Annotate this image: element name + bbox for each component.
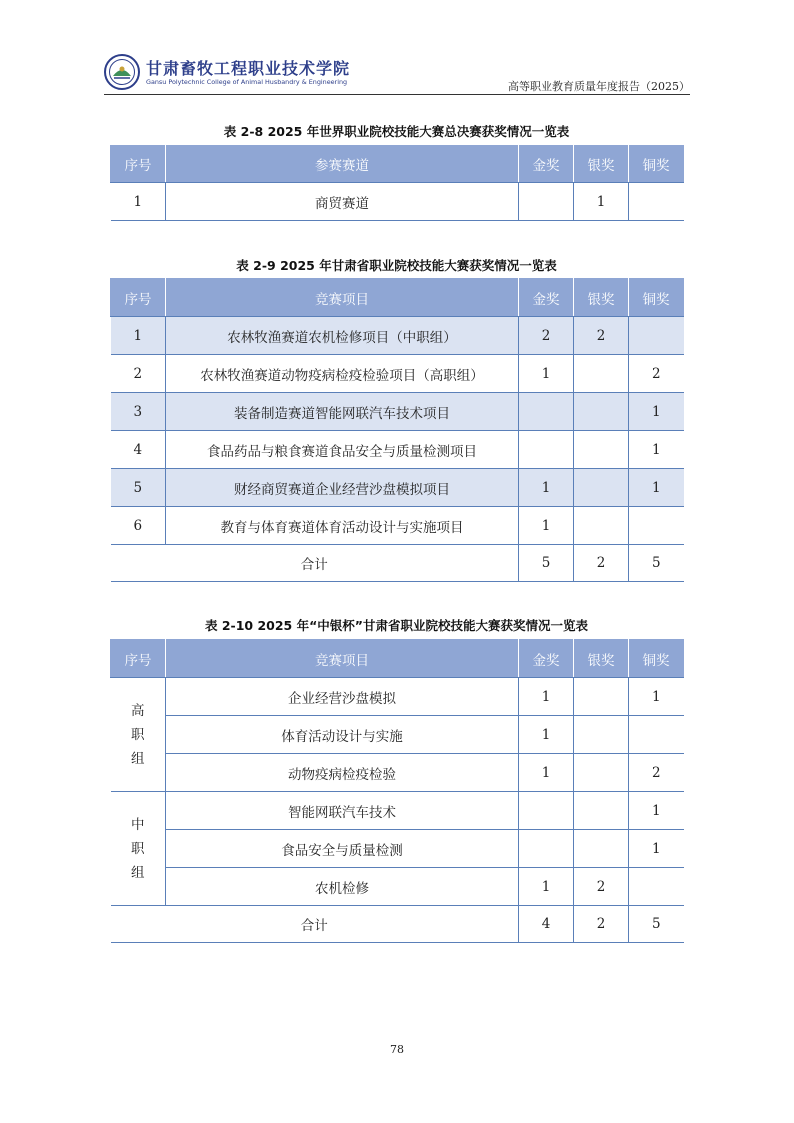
table-row xyxy=(111,469,684,507)
table-cell xyxy=(519,393,574,431)
table-cell: 2 xyxy=(519,317,574,355)
table-cell: 1 xyxy=(519,754,574,792)
header-cell: 金奖 xyxy=(519,640,574,678)
total-cell: 5 xyxy=(629,906,684,943)
header-cell: 铜奖 xyxy=(629,146,684,183)
table-cell xyxy=(629,317,684,355)
table-cell: 1 xyxy=(629,830,684,868)
table-cell: 财经商贸赛道企业经营沙盘模拟项目 xyxy=(166,469,519,507)
header-cell: 参赛赛道 xyxy=(166,146,519,183)
table-cell: 1 xyxy=(111,317,166,355)
table-cell xyxy=(519,183,574,221)
table-cell: 食品安全与质量检测 xyxy=(166,830,519,868)
table-2-9-caption: 表 2-9 2025 年甘肃省职业院校技能大赛获奖情况一览表 xyxy=(236,258,557,273)
school-seal-icon xyxy=(104,54,140,90)
table-cell: 动物疫病检疫检验 xyxy=(166,754,519,792)
header-cell: 铜奖 xyxy=(629,279,684,317)
total-label: 合计 xyxy=(111,906,519,943)
table-row xyxy=(111,393,684,431)
header-cell: 金奖 xyxy=(519,146,574,183)
table-cell: 6 xyxy=(111,507,166,545)
header-divider xyxy=(104,94,690,95)
table-row xyxy=(111,431,684,469)
table-cell: 1 xyxy=(519,678,574,716)
header-cell: 序号 xyxy=(111,640,166,678)
table-cell xyxy=(574,678,629,716)
table-cell xyxy=(574,431,629,469)
table-2-9 xyxy=(110,278,684,582)
table-row xyxy=(111,716,684,754)
header-cell: 序号 xyxy=(111,279,166,317)
table-row xyxy=(111,830,684,868)
table-cell: 1 xyxy=(629,678,684,716)
total-cell: 2 xyxy=(574,906,629,943)
total-cell: 2 xyxy=(574,545,629,582)
page-number: 78 xyxy=(390,1043,404,1056)
table-cell: 1 xyxy=(519,469,574,507)
table-cell xyxy=(629,183,684,221)
total-row xyxy=(111,906,684,943)
table-cell xyxy=(519,792,574,830)
header-cell: 银奖 xyxy=(574,279,629,317)
table-cell xyxy=(574,469,629,507)
table-cell: 1 xyxy=(629,792,684,830)
table-cell: 商贸赛道 xyxy=(166,183,519,221)
table-cell: 1 xyxy=(629,469,684,507)
table-row xyxy=(111,754,684,792)
table-row xyxy=(111,868,684,906)
total-label: 合计 xyxy=(111,545,519,582)
table-cell: 1 xyxy=(629,393,684,431)
table-cell: 1 xyxy=(574,183,629,221)
total-row xyxy=(111,545,684,582)
table-cell xyxy=(629,868,684,906)
header-cell: 竞赛项目 xyxy=(166,279,519,317)
table-cell: 2 xyxy=(629,355,684,393)
group-label-higher-vocational: 高 职 组 xyxy=(111,678,166,792)
page-header xyxy=(104,52,690,96)
header-cell: 铜奖 xyxy=(629,640,684,678)
table-2-8-caption: 表 2-8 2025 年世界职业院校技能大赛总决赛获奖情况一览表 xyxy=(223,124,570,139)
school-name-en: Gansu Polytechnic College of Animal Husbandry & Engineering xyxy=(146,78,348,86)
table-cell: 1 xyxy=(519,868,574,906)
table-cell: 企业经营沙盘模拟 xyxy=(166,678,519,716)
table-row xyxy=(111,355,684,393)
table-cell: 农林牧渔赛道农机检修项目（中职组） xyxy=(166,317,519,355)
total-cell: 4 xyxy=(519,906,574,943)
table-cell: 2 xyxy=(574,868,629,906)
table-cell xyxy=(574,830,629,868)
table-cell: 4 xyxy=(111,431,166,469)
table-cell: 农林牧渔赛道动物疫病检疫检验项目（高职组） xyxy=(166,355,519,393)
table-cell xyxy=(519,830,574,868)
total-cell: 5 xyxy=(629,545,684,582)
table-cell: 3 xyxy=(111,393,166,431)
table-row xyxy=(111,317,684,355)
table-cell: 1 xyxy=(629,431,684,469)
table-row xyxy=(111,678,684,716)
table-cell: 2 xyxy=(574,317,629,355)
header-cell: 金奖 xyxy=(519,279,574,317)
header-cell: 银奖 xyxy=(574,146,629,183)
header-cell: 序号 xyxy=(111,146,166,183)
table-cell xyxy=(574,393,629,431)
table-cell: 装备制造赛道智能网联汽车技术项目 xyxy=(166,393,519,431)
table-row xyxy=(111,183,684,221)
table-cell: 智能网联汽车技术 xyxy=(166,792,519,830)
table-cell xyxy=(574,716,629,754)
school-name-cn: 甘肃畜牧工程职业技术学院 xyxy=(146,59,351,78)
table-cell xyxy=(574,754,629,792)
report-title: 高等职业教育质量年度报告（2025） xyxy=(508,80,690,93)
table-cell: 1 xyxy=(111,183,166,221)
table-cell: 2 xyxy=(111,355,166,393)
table-cell: 农机检修 xyxy=(166,868,519,906)
table-2-10-caption: 表 2-10 2025 年“中银杯”甘肃省职业院校技能大赛获奖情况一览表 xyxy=(204,618,589,633)
table-cell: 5 xyxy=(111,469,166,507)
table-cell xyxy=(519,431,574,469)
table-cell xyxy=(574,792,629,830)
table-row xyxy=(111,507,684,545)
table-cell: 食品药品与粮食赛道食品安全与质量检测项目 xyxy=(166,431,519,469)
table-2-8 xyxy=(110,145,684,221)
table-cell xyxy=(574,355,629,393)
table-cell xyxy=(629,507,684,545)
table-cell: 1 xyxy=(519,716,574,754)
table-2-10 xyxy=(110,639,684,943)
table-cell: 1 xyxy=(519,507,574,545)
header-cell: 竞赛项目 xyxy=(166,640,519,678)
group-label-secondary-vocational: 中 职 组 xyxy=(111,792,166,906)
table-row xyxy=(111,792,684,830)
header-cell: 银奖 xyxy=(574,640,629,678)
table-cell xyxy=(574,507,629,545)
table-cell xyxy=(629,716,684,754)
table-cell: 体育活动设计与实施 xyxy=(166,716,519,754)
table-cell: 2 xyxy=(629,754,684,792)
table-cell: 教育与体育赛道体育活动设计与实施项目 xyxy=(166,507,519,545)
total-cell: 5 xyxy=(519,545,574,582)
table-cell: 1 xyxy=(519,355,574,393)
